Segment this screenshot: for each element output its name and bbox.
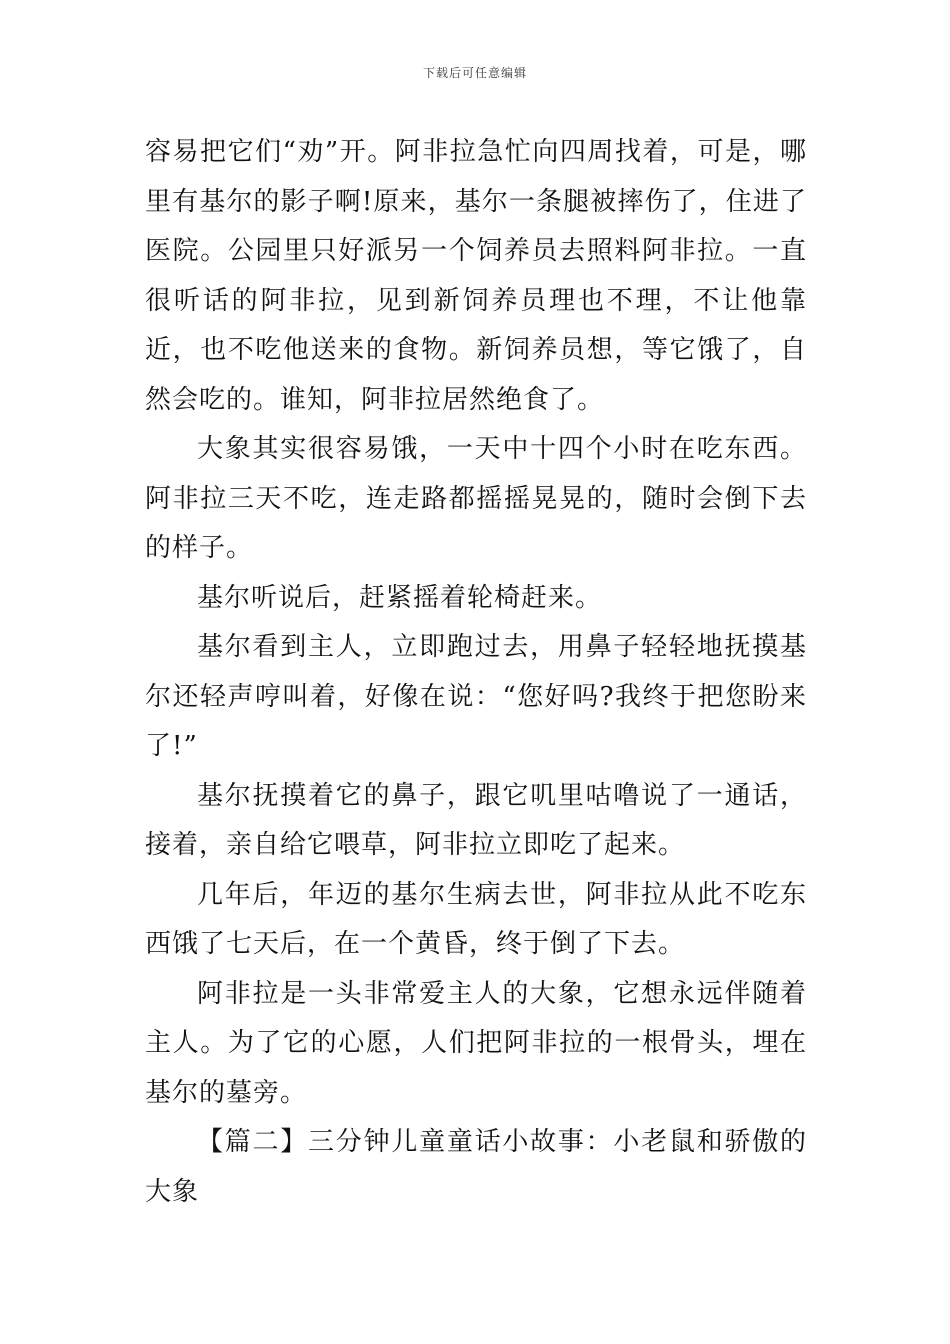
paragraph: 基尔听说后，赶紧摇着轮椅赶来。 bbox=[197, 582, 603, 613]
document-body bbox=[145, 128, 807, 1217]
paragraph: 基尔看到主人，立即跑过去，用鼻子轻轻地抚摸基尔还轻声哼叫着，好像在说：“您好吗?我终于把您盼来了!” bbox=[145, 632, 807, 761]
section-heading: 【篇二】三分钟儿童童话小故事：小老鼠和骄傲的大象 bbox=[145, 1127, 807, 1207]
paragraph: 大象其实很容易饿，一天中十四个小时在吃东西。阿非拉三天不吃，连走路都摇摇晃晃的，随时会倒下去的样子。 bbox=[145, 434, 807, 563]
paragraph: 几年后，年迈的基尔生病去世，阿非拉从此不吃东西饿了七天后，在一个黄昏，终于倒了下去。 bbox=[145, 879, 807, 959]
page-header: 下载后可任意编辑 bbox=[422, 66, 527, 80]
paragraph-continuation: 容易把它们“劝”开。阿非拉急忙向四周找着，可是，哪里有基尔的影子啊!原来，基尔一条腿被摔伤了，住进了医院。公园里只好派另一个饲养员去照料阿非拉。一直很听话的阿非拉，见到新饲养员理也不理，不让他靠近，也不吃他送来的食物。新饲养员想，等它饿了，自然会吃的。谁知，阿非拉居然绝食了。 bbox=[145, 137, 807, 415]
paragraph: 阿非拉是一头非常爱主人的大象，它想永远伴随着主人。为了它的心愿，人们把阿非拉的一根骨头，埋在基尔的墓旁。 bbox=[145, 978, 807, 1108]
paragraph: 基尔抚摸着它的鼻子，跟它叽里咕噜说了一通话，接着，亲自给它喂草，阿非拉立即吃了起来。 bbox=[145, 780, 807, 860]
